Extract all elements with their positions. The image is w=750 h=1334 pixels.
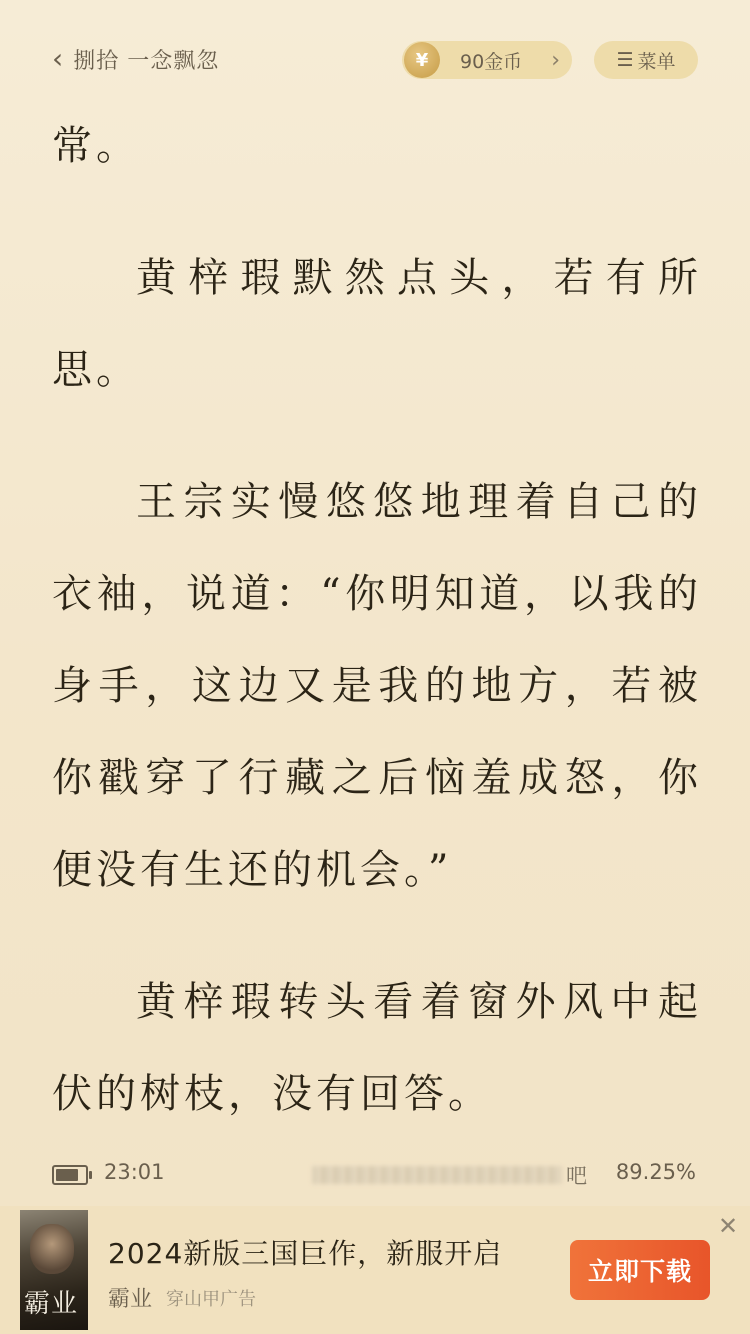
text-line: 思。 [52,347,140,393]
menu-icon: ☰ [616,49,634,71]
reader-status-bar [52,1160,696,1190]
text-line: 黄梓瑕默然点头，若有所 [136,255,698,301]
close-icon[interactable]: ✕ [718,1212,739,1240]
text-line: 常。 [52,123,140,169]
ad-source-tag: 穿山甲广告 [166,1289,256,1310]
text-line: 王宗实慢悠悠地理着自己的 [136,479,698,525]
clock-time: 23:01 [104,1160,165,1184]
coin-icon: ¥ [404,42,440,78]
ad-title[interactable]: 2024新版三国巨作，新服开启 [108,1237,503,1270]
text-line: 伏的树枝，没有回答。 [52,1071,492,1117]
reading-progress: 89.25% [615,1160,696,1184]
coins-label: 90金币 [460,50,523,73]
obscured-text [312,1166,562,1184]
warrior-image [30,1224,74,1274]
back-button[interactable] [52,41,220,75]
coins-button[interactable] [402,41,572,79]
chapter-title: 捌拾 一念飘忽 [73,49,220,74]
ad-thumb-text: 霸业 [24,1289,79,1319]
battery-icon [52,1165,88,1185]
chevron-left-icon: ‹ [52,41,64,75]
text-line: 黄梓瑕转头看着窗外风中起 [136,979,698,1025]
ad-brand: 霸业 [108,1287,153,1312]
text-line: 身手，这边又是我的地方，若被 [52,663,698,709]
ad-thumbnail[interactable] [20,1210,88,1330]
chevron-right-icon: › [551,47,560,73]
ad-banner[interactable] [0,1206,750,1334]
obscured-text-tail: 吧 [566,1164,587,1188]
download-button[interactable]: 立即下载 [570,1240,710,1300]
menu-button[interactable] [594,41,698,79]
text-line: 便没有生还的机会。” [52,847,453,893]
reading-content[interactable] [52,100,698,1140]
menu-label: 菜单 [637,50,676,73]
text-line: 衣袖，说道：“你明知道，以我的 [52,571,698,617]
text-line: 你戳穿了行藏之后恼羞成怒，你 [52,755,698,801]
